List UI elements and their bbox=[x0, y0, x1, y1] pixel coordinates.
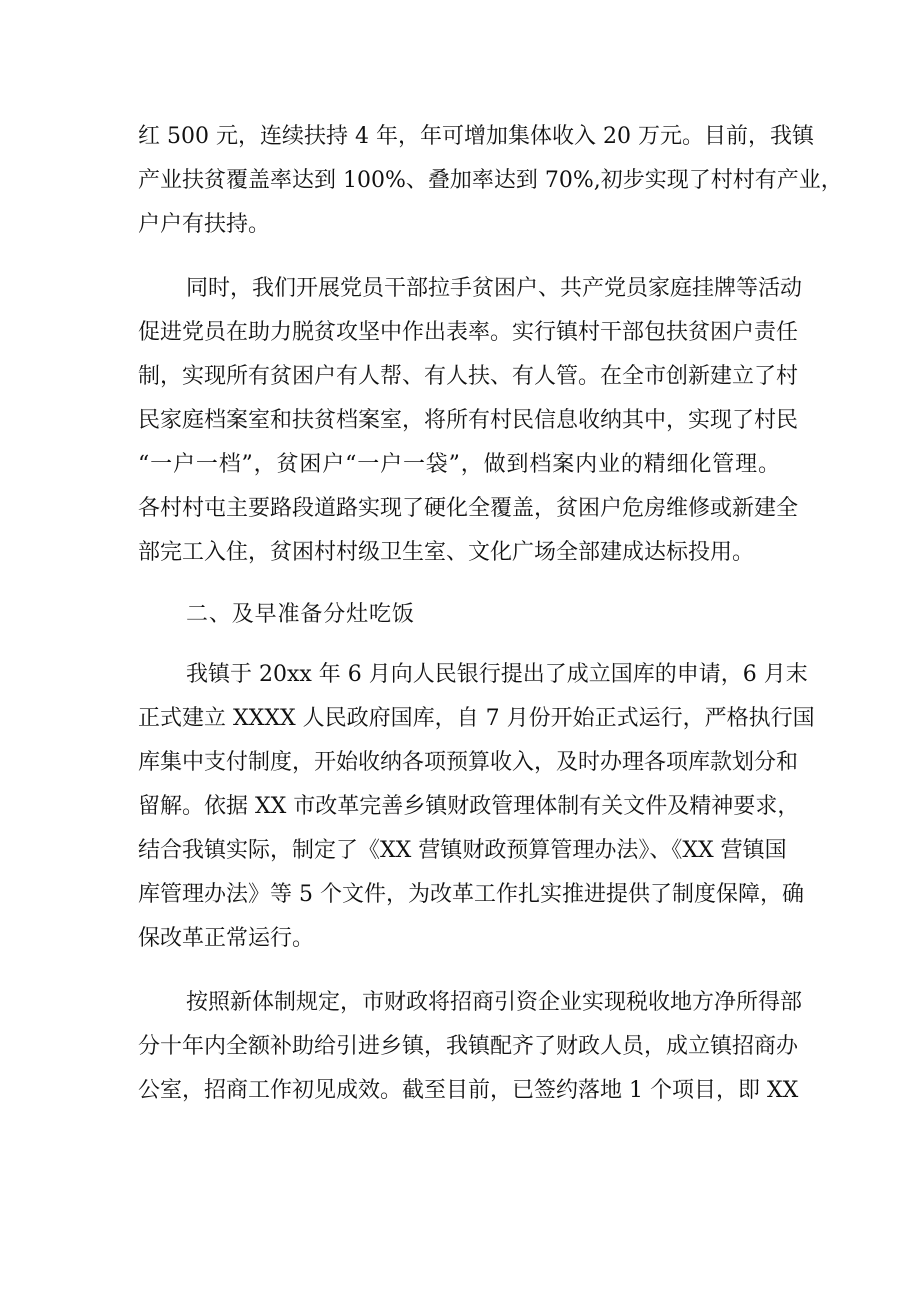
paragraph-2-line-7: 部完工入住，贫困村村级卫生室、文化广场全部建成达标投用。 bbox=[138, 540, 755, 565]
paragraph-2-line-5: “一户一档”，贫困户“一户一袋”，做到档案内业的精细化管理。 bbox=[138, 452, 780, 477]
paragraph-3-line-5: 结合我镇实际，制定了《XX 营镇财政预算管理办法》、《XX 营镇国 bbox=[138, 838, 787, 863]
paragraph-2-line-2: 促进党员在助力脱贫攻坚中作出表率。实行镇村干部包扶贫困户责任 bbox=[138, 320, 799, 345]
paragraph-2-line-6: 各村村屯主要路段道路实现了硬化全覆盖，贫困户危房维修或新建全 bbox=[138, 496, 799, 521]
paragraph-3-line-6: 库管理办法》等 5 个文件，为改革工作扎实推进提供了制度保障，确 bbox=[138, 882, 804, 907]
paragraph-1-line-2: 产业扶贫覆盖率达到 100%、叠加率达到 70%,初步实现了村村有产业， bbox=[138, 168, 843, 193]
paragraph-3-line-7: 保改革正常运行。 bbox=[138, 926, 315, 951]
paragraph-3-line-4: 留解。依据 XX 市改革完善乡镇财政管理体制有关文件及精神要求， bbox=[138, 794, 800, 819]
paragraph-3-line-2: 正式建立 XXXX 人民政府国库，自 7 月份开始正式运行，严格执行国 bbox=[138, 706, 815, 731]
paragraph-1-line-1: 红 500 元，连续扶持 4 年，年可增加集体收入 20 万元。目前，我镇 bbox=[138, 124, 814, 149]
paragraph-4-line-1: 按照新体制规定，市财政将招商引资企业实现税收地方净所得部 bbox=[186, 990, 803, 1015]
paragraph-3-line-3: 库集中支付制度，开始收纳各项预算收入，及时办理各项库款划分和 bbox=[138, 750, 799, 775]
paragraph-4-line-2: 分十年内全额补助给引进乡镇，我镇配齐了财政人员，成立镇招商办 bbox=[138, 1034, 799, 1059]
paragraph-2-line-4: 民家庭档案室和扶贫档案室，将所有村民信息收纳其中，实现了村民 bbox=[138, 408, 799, 433]
paragraph-1-line-3: 户户有扶持。 bbox=[138, 212, 271, 237]
paragraph-3-line-1: 我镇于 20xx 年 6 月向人民银行提出了成立国库的申请，6 月末 bbox=[186, 662, 808, 687]
section-heading: 二、及早准备分灶吃饭 bbox=[186, 602, 415, 627]
paragraph-2-line-3: 制，实现所有贫困户有人帮、有人扶、有人管。在全市创新建立了村 bbox=[138, 364, 799, 389]
paragraph-4-line-3: 公室，招商工作初见成效。截至目前，已签约落地 1 个项目，即 XX bbox=[138, 1078, 799, 1103]
paragraph-2-line-1: 同时，我们开展党员干部拉手贫困户、共产党员家庭挂牌等活动 bbox=[186, 276, 803, 301]
